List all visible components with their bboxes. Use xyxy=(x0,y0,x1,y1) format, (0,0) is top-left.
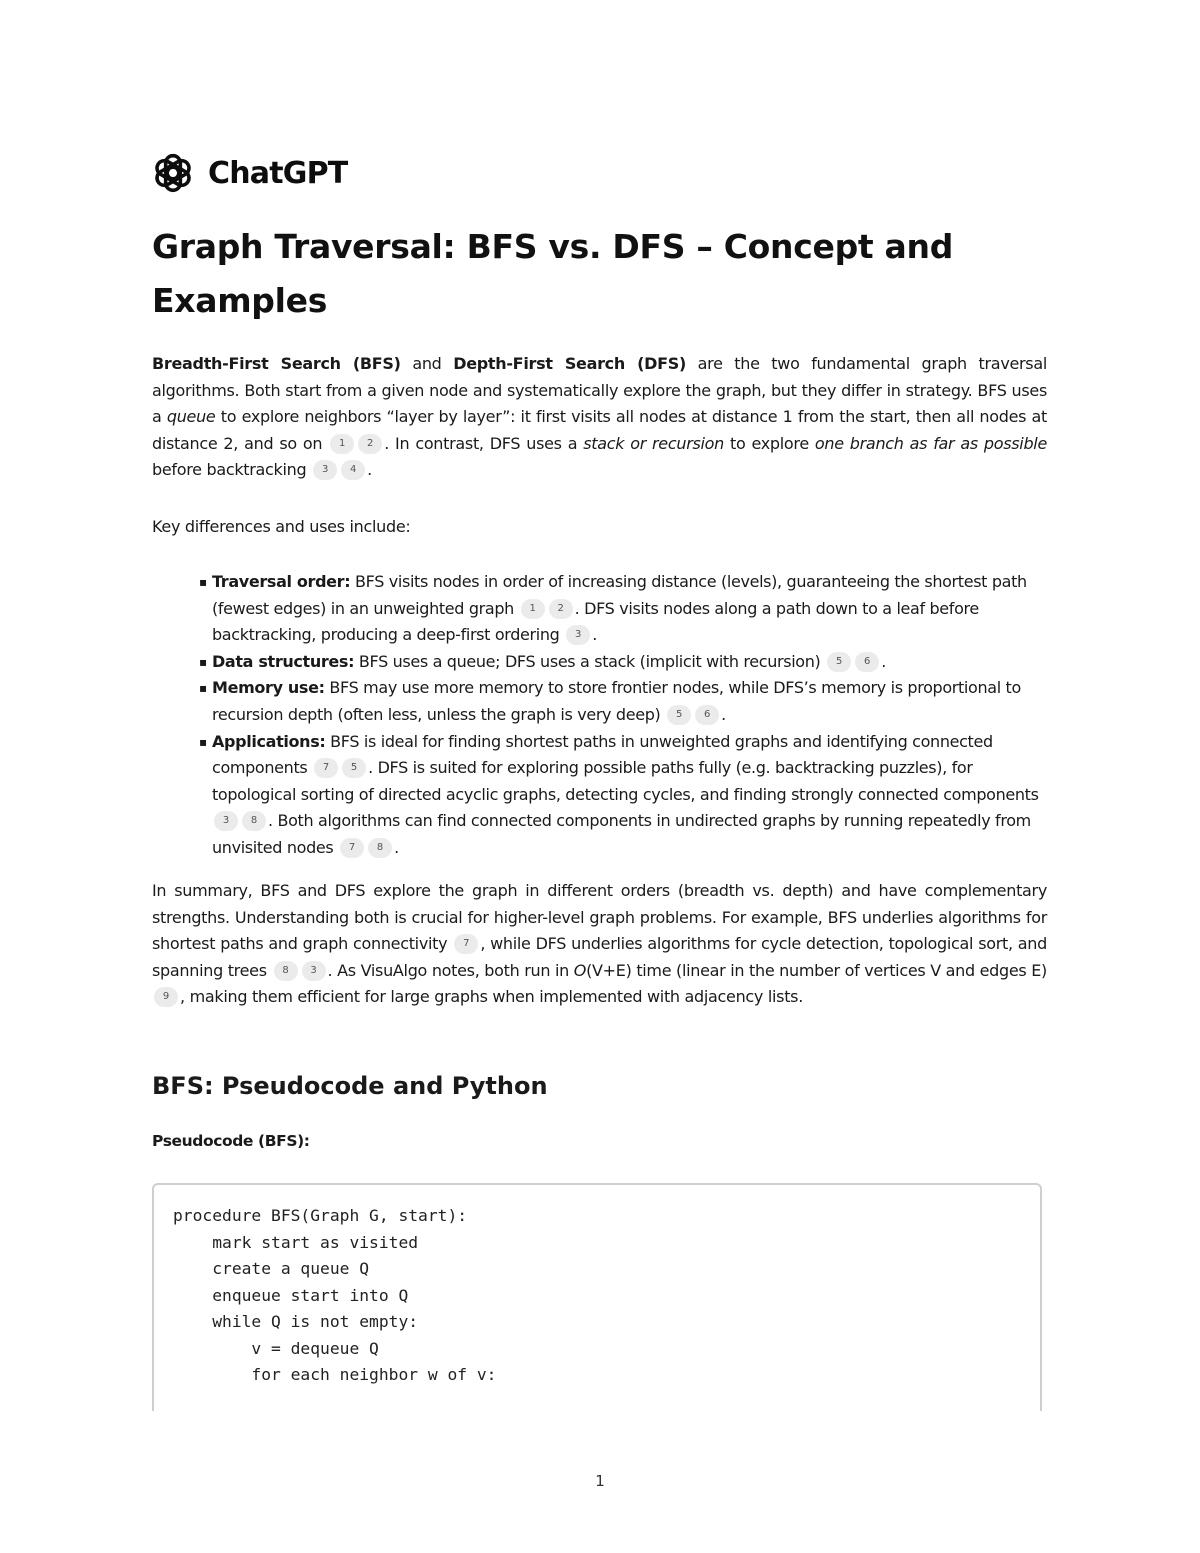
citation-badge[interactable]: 5 xyxy=(342,758,366,778)
page-title: Graph Traversal: BFS vs. DFS – Concept and Examples xyxy=(152,227,954,320)
summary-paragraph xyxy=(152,878,1047,1011)
text: . xyxy=(881,651,886,671)
pseudocode-label: Pseudocode (BFS): xyxy=(152,1132,310,1150)
text: and xyxy=(400,354,454,373)
text: , making them efficient for large graphs when implemented with adjacency lists. xyxy=(180,987,804,1007)
page-number: 1 xyxy=(595,1472,605,1490)
citation-badge[interactable]: 6 xyxy=(695,705,719,725)
bullet-label: Data structures: xyxy=(212,651,355,671)
text: before backtracking xyxy=(152,460,307,480)
brand-logo xyxy=(152,152,347,194)
branch-term: one branch as far as possible xyxy=(814,433,1047,453)
citation-badge[interactable]: 3 xyxy=(302,961,326,981)
list-item xyxy=(199,649,1059,676)
section-heading: BFS: Pseudocode and Python xyxy=(152,1072,548,1100)
brand-name: ChatGPT xyxy=(208,155,348,191)
list-item xyxy=(199,729,1059,862)
text: . xyxy=(721,704,726,724)
citation-badge[interactable]: 9 xyxy=(154,987,178,1007)
citation-badge[interactable]: 3 xyxy=(313,460,337,480)
text: BFS may use more memory to store frontier nodes, while DFS’s memory is proportional to recursion depth (often less, unless the graph is very deep) xyxy=(212,678,1021,724)
list-item xyxy=(199,675,1059,728)
citation-badge[interactable]: 7 xyxy=(454,934,478,954)
bullet-label: Memory use: xyxy=(212,678,325,698)
citation-badge[interactable]: 3 xyxy=(566,625,590,645)
text: BFS is ideal for finding shortest paths in unweighted graphs and identifying connected components xyxy=(212,731,993,778)
text: . DFS visits nodes along a path down to a leaf before backtracking, producing a deep-first ordering xyxy=(212,598,979,645)
stack-term: stack or recursion xyxy=(583,433,724,453)
queue-term: queue xyxy=(166,407,216,427)
key-differences-list xyxy=(199,569,1059,862)
bfs-term: Breadth-First Search (BFS) xyxy=(152,354,401,373)
text: are the two fundamental graph traversal algorithms. Both start from a given node and systematically explore the graph, but they differ in strategy. BFS uses a xyxy=(152,354,1047,427)
text: . xyxy=(367,460,372,480)
text: . DFS is suited for exploring possible paths fully (e.g. backtracking puzzles), for topological sorting of directed acyclic graphs, detecting cycles, and finding strongly connected components xyxy=(212,758,1039,804)
code-text: procedure BFS(Graph G, start): mark start as visited create a queue Q enqueue start into Q while Q is not empty: v = dequeue Q for each neighbor w of v: xyxy=(173,1206,497,1384)
text: to explore neighbors “layer by layer”: it first visits all nodes at distance 1 from the start, then all nodes at distance 2, and so on xyxy=(152,407,1047,453)
text: . xyxy=(592,625,597,645)
citation-badge[interactable]: 8 xyxy=(368,838,392,858)
text: (V+E) time (linear in the number of vertices V and edges E) xyxy=(586,960,1048,980)
text: . In contrast, DFS uses a xyxy=(384,433,584,453)
citation-badge[interactable]: 6 xyxy=(855,652,879,672)
bullet-label: Traversal order: xyxy=(212,572,351,591)
citation-badge[interactable]: 1 xyxy=(330,434,354,454)
citation-badge[interactable]: 3 xyxy=(214,811,238,831)
key-intro: Key differences and uses include: xyxy=(152,517,411,536)
list-item xyxy=(199,569,1059,649)
citation-badge[interactable]: 7 xyxy=(314,758,338,778)
openai-knot-icon xyxy=(152,152,194,194)
citation-badge[interactable]: 4 xyxy=(341,460,365,480)
citation-badge[interactable]: 1 xyxy=(521,599,545,619)
citation-badge[interactable]: 2 xyxy=(549,599,573,619)
citation-badge[interactable]: 2 xyxy=(358,434,382,454)
dfs-term: Depth-First Search (DFS) xyxy=(453,354,686,373)
text: In summary, BFS and DFS explore the graph in different orders (breadth vs. depth) and have complementary strengths. Understanding both is crucial for higher-level graph problems. For example, BFS underlies algorithms for shortest paths and graph connectivity xyxy=(152,881,1047,954)
citation-badge[interactable]: 8 xyxy=(274,961,298,981)
text: BFS visits nodes in order of increasing distance (levels), guaranteeing the shortest path (fewest edges) in an unweighted graph xyxy=(212,572,1027,618)
big-o: O xyxy=(573,960,587,980)
citation-badge[interactable]: 8 xyxy=(242,811,266,831)
bullet-label: Applications: xyxy=(212,731,326,751)
text: . As VisuAlgo notes, both run in xyxy=(327,960,574,980)
text: to explore xyxy=(723,433,815,453)
citation-badge[interactable]: 5 xyxy=(667,705,691,725)
text: . xyxy=(394,837,399,857)
citation-badge[interactable]: 5 xyxy=(827,652,851,672)
text: . Both algorithms can find connected components in undirected graphs by running repeatedly from unvisited nodes xyxy=(212,811,1031,857)
intro-paragraph xyxy=(152,351,1047,484)
text: BFS uses a queue; DFS uses a stack (implicit with recursion) xyxy=(354,651,821,671)
citation-badge[interactable]: 7 xyxy=(340,838,364,858)
code-block xyxy=(152,1183,1042,1411)
text: , while DFS underlies algorithms for cycle detection, topological sort, and spanning trees xyxy=(152,934,1047,980)
